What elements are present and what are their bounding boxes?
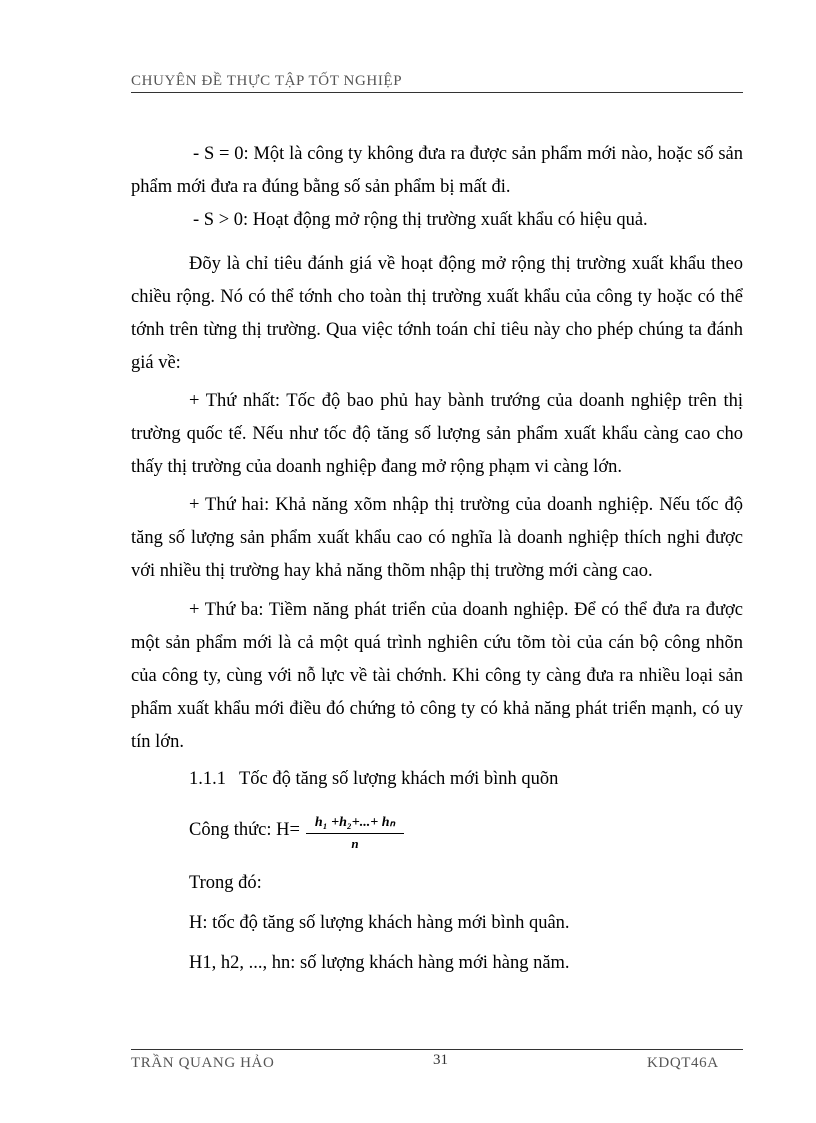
section-heading [189,769,558,790]
header-rule [131,92,743,93]
paragraph-intro: Đõy là chỉ tiêu đánh giá về hoạt động mở rộng thị trường xuất khẩu theo chiều rộng. Nó có thể tớnh cho toàn thị trường xuất khẩu của công ty hoặc có thể tớnh trên từng thị trường. Qua việc tớnh toán chỉ tiêu này cho phép chúng ta đánh giá về: [131,254,743,373]
formula-denominator: n [351,836,359,851]
definition-terms-symbols: H1, h2, ..., hn [189,953,291,973]
definition-h: H: tốc độ tăng số lượng khách hàng mới bình quân. [189,913,570,933]
section-number: 1.1.1 [189,769,226,789]
where-label: Trong đó: [189,873,262,893]
formula-numerator: h₁ +h₂+...+ hₙ [306,815,404,834]
definition-terms-desc: : số lượng khách hàng mới hàng năm. [290,953,570,973]
section-title: Tốc độ tăng số lượng khách mới bình quõn [239,769,559,789]
footer-rule [131,1049,743,1050]
formula-label: Công thức: H= [189,820,300,840]
formula-fraction [306,815,404,852]
page-number: 31 [433,1052,448,1068]
paragraph-s-positive: - S > 0: Hoạt động mở rộng thị trường xuất khẩu có hiệu quả. [193,210,648,230]
paragraph-s-zero: - S = 0: Một là công ty không đưa ra được sản phẩm mới nào, hoặc số sản phẩm mới đưa ra đúng bằng số sản phẩm bị mất đi. [131,144,743,197]
footer-author: TRẦN QUANG HẢO [131,1055,275,1071]
paragraph-third: + Thứ ba: Tiềm năng phát triển của doanh nghiệp. Để có thể đưa ra được một sản phẩm mới là cả một quá trình nghiên cứu tõm tòi của cán bộ công nhõn của công ty, cùng với nỗ lực về tài chớnh. Khi công ty càng đưa ra nhiều loại sản phẩm xuất khẩu mới điều đó chứng tỏ công ty có khả năng phát triển mạnh, có uy tín lớn. [131,600,743,752]
running-header: CHUYÊN ĐỀ THỰC TẬP TỐT NGHIỆP [131,73,403,89]
footer-class: KDQT46A [647,1055,719,1071]
paragraph-second: + Thứ hai: Khả năng xõm nhập thị trường của doanh nghiệp. Nếu tốc độ tăng số lượng sản phẩm xuất khẩu cao có nghĩa là doanh nghiệp thích nghi được với nhiều thị trường hay khả năng thõm nhập thị trường mới càng cao. [131,495,743,581]
paragraph-first: + Thứ nhất: Tốc độ bao phủ hay bành trướng của doanh nghiệp trên thị trường quốc tế. Nếu như tốc độ tăng số lượng sản phẩm xuất khẩu càng cao cho thấy thị trường của doanh nghiệp đang mở rộng phạm vi càng lớn. [131,391,743,477]
definition-terms [189,953,570,974]
